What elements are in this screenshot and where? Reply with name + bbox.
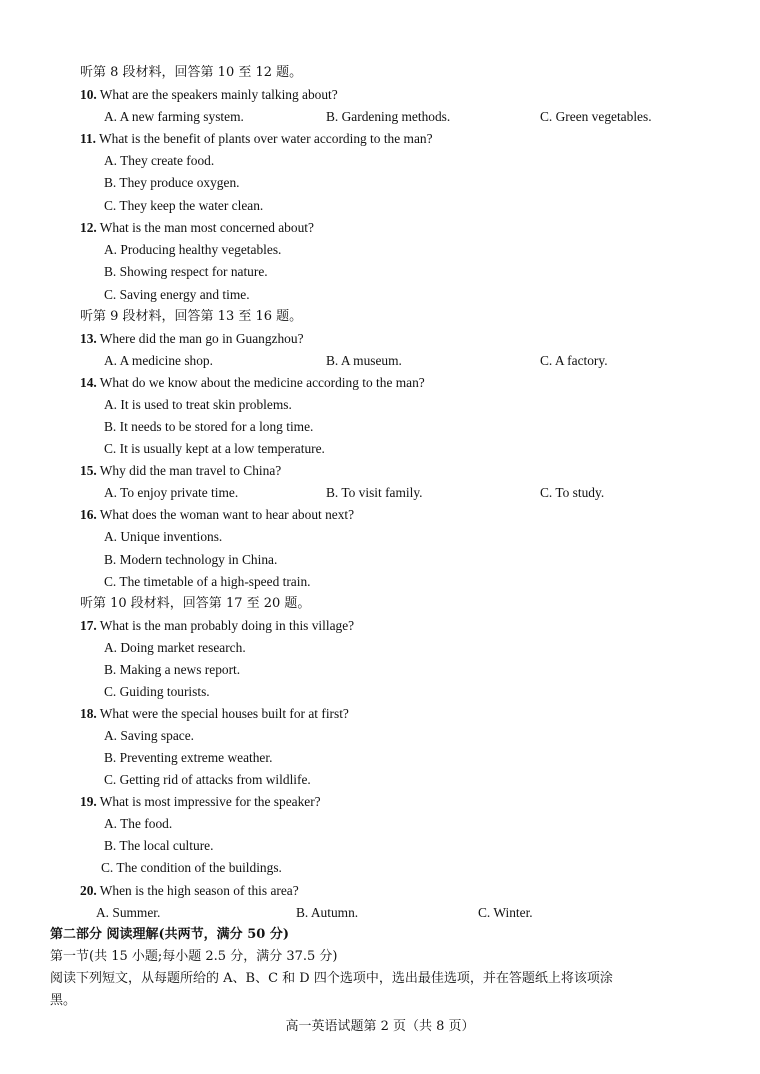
option-c[interactable]: C. To study. <box>540 485 605 500</box>
option-a[interactable]: A. Producing healthy vegetables. <box>104 242 282 257</box>
option-a[interactable]: A. It is used to treat skin problems. <box>104 397 292 412</box>
option-c[interactable]: C. Green vegetables. <box>540 109 652 124</box>
option-c[interactable]: C. It is usually kept at a low temperature. <box>104 441 325 456</box>
option-c[interactable]: C. The condition of the buildings. <box>101 860 282 875</box>
option-b[interactable]: B. Gardening methods. <box>326 109 451 124</box>
option-c[interactable]: C. A factory. <box>540 353 608 368</box>
instructions-continued: 黑。 <box>50 993 77 1008</box>
option-a[interactable]: A. Summer. <box>96 905 161 920</box>
question-text: When is the high season of this area? <box>99 883 299 898</box>
option-b[interactable]: B. To visit family. <box>326 485 423 500</box>
option-c[interactable]: C. Getting rid of attacks from wildlife. <box>104 772 311 787</box>
question-number: 11. <box>80 131 96 146</box>
option-a[interactable]: A. They create food. <box>104 153 215 168</box>
option-a[interactable]: A. Doing market research. <box>104 640 246 655</box>
question-number: 15. <box>80 463 97 478</box>
option-b[interactable]: B. Autumn. <box>296 905 359 920</box>
question-stem <box>80 328 304 350</box>
question-number: 13. <box>80 331 97 346</box>
option-b[interactable]: B. Modern technology in China. <box>104 552 278 567</box>
option-b[interactable]: B. They produce oxygen. <box>104 175 240 190</box>
options-row <box>0 482 760 504</box>
option-b[interactable]: B. The local culture. <box>104 838 214 853</box>
question-text: What is the man most concerned about? <box>99 220 314 235</box>
page-footer: 高一英语试题第 2 页（共 8 页） <box>285 1019 475 1034</box>
option-b[interactable]: B. It needs to be stored for a long time. <box>104 419 314 434</box>
question-number: 18. <box>80 706 97 721</box>
option-a[interactable]: A. The food. <box>104 816 173 831</box>
question-stem <box>80 504 354 526</box>
question-number: 12. <box>80 220 97 235</box>
question-text: Where did the man go in Guangzhou? <box>99 331 304 346</box>
instructions: 阅读下列短文，从每题所给的 A、B、C 和 D 四个选项中，选出最佳选项，并在答题纸上将该项涂 <box>50 971 613 986</box>
option-b[interactable]: B. Preventing extreme weather. <box>104 750 273 765</box>
question-stem <box>80 84 338 106</box>
question-stem <box>80 703 349 725</box>
option-b[interactable]: B. Showing respect for nature. <box>104 264 268 279</box>
question-text: What is the benefit of plants over water according to the man? <box>99 131 433 146</box>
question-stem <box>80 791 321 813</box>
question-number: 16. <box>80 507 97 522</box>
question-stem <box>80 880 299 902</box>
section-intro: 听第 9 段材料，回答第 13 至 16 题。 <box>80 309 303 324</box>
question-text: What do we know about the medicine according to the man? <box>99 375 425 390</box>
question-stem <box>80 615 354 637</box>
question-number: 20. <box>80 883 97 898</box>
option-c[interactable]: C. The timetable of a high-speed train. <box>104 574 311 589</box>
option-a[interactable]: A. A new farming system. <box>104 109 244 124</box>
question-number: 14. <box>80 375 97 390</box>
option-c[interactable]: C. Guiding tourists. <box>104 684 210 699</box>
question-text: What is most impressive for the speaker? <box>99 794 321 809</box>
options-row <box>0 902 760 924</box>
options-row <box>0 350 760 372</box>
section-title: 第一节(共 15 小题;每小题 2.5 分，满分 37.5 分) <box>50 949 338 964</box>
question-text: What were the special houses built for at first? <box>99 706 349 721</box>
question-stem <box>80 217 314 239</box>
option-b[interactable]: B. Making a news report. <box>104 662 241 677</box>
question-text: What is the man probably doing in this village? <box>99 618 355 633</box>
part-title: 第二部分 阅读理解(共两节，满分 50 分) <box>50 927 289 942</box>
question-text: Why did the man travel to China? <box>99 463 282 478</box>
section-intro: 听第 8 段材料，回答第 10 至 12 题。 <box>80 65 303 80</box>
question-stem <box>80 372 425 394</box>
section-intro: 听第 10 段材料，回答第 17 至 20 题。 <box>80 596 311 611</box>
option-b[interactable]: B. A museum. <box>326 353 402 368</box>
question-text: What are the speakers mainly talking about? <box>99 87 338 102</box>
option-c[interactable]: C. Winter. <box>478 905 533 920</box>
option-a[interactable]: A. To enjoy private time. <box>104 485 239 500</box>
question-text: What does the woman want to hear about next? <box>99 507 355 522</box>
question-stem <box>80 460 281 482</box>
option-c[interactable]: C. They keep the water clean. <box>104 198 264 213</box>
option-a[interactable]: A. Saving space. <box>104 728 194 743</box>
option-c[interactable]: C. Saving energy and time. <box>104 287 250 302</box>
options-row <box>0 106 760 128</box>
question-number: 17. <box>80 618 97 633</box>
question-number: 19. <box>80 794 97 809</box>
option-a[interactable]: A. A medicine shop. <box>104 353 213 368</box>
question-stem <box>80 128 433 150</box>
question-number: 10. <box>80 87 97 102</box>
option-a[interactable]: A. Unique inventions. <box>104 529 223 544</box>
